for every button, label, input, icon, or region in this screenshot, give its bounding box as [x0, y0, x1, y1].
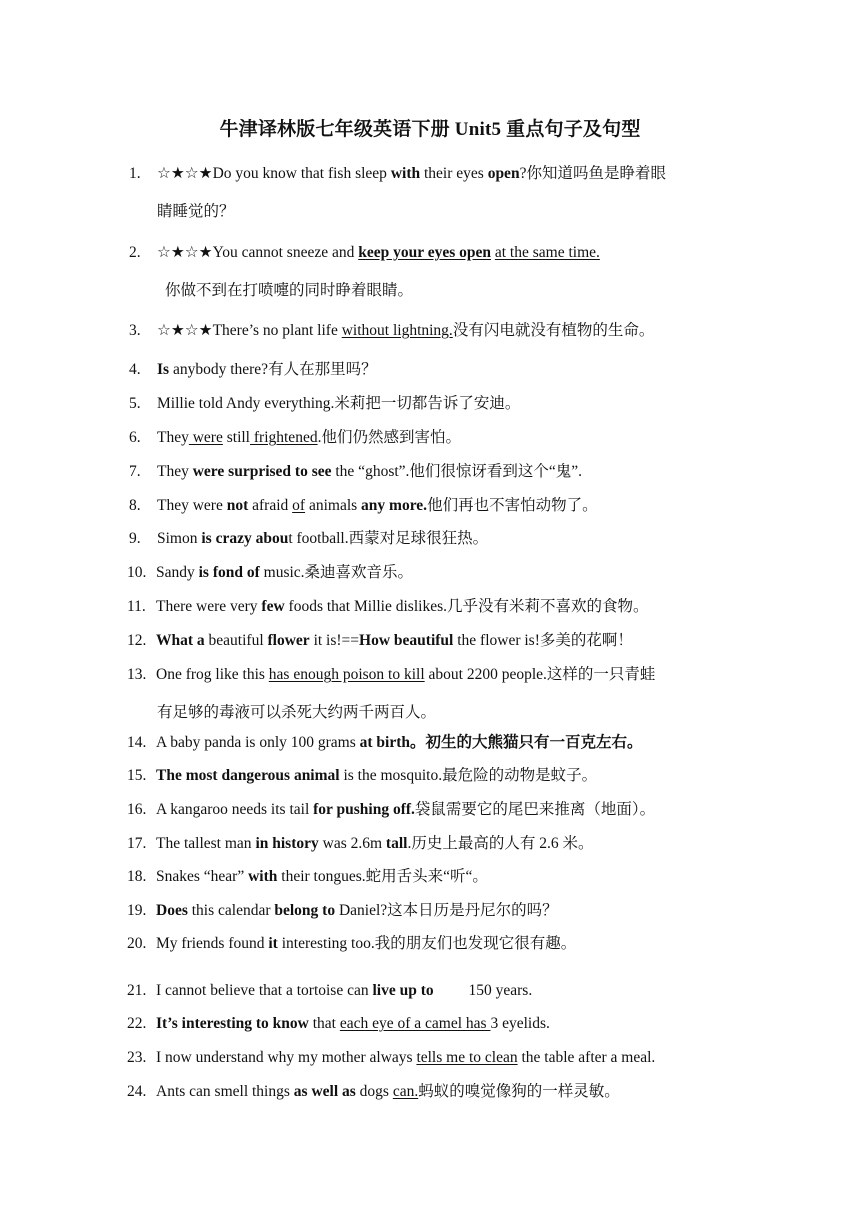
text-segment: What a — [156, 632, 205, 649]
text-segment: 蚂蚁的嗅觉像狗的一样灵敏。 — [418, 1083, 620, 1100]
text-segment: 袋鼠需要它的尾巴来推离（地面）。 — [414, 801, 656, 818]
sentence-continuation: 有足够的毒液可以杀死大约两千两百人。 — [157, 704, 437, 721]
text-segment: Simon — [157, 530, 202, 547]
sentence-text — [156, 665, 756, 685]
text-segment: the table after a meal. — [517, 1049, 656, 1066]
text-segment: can. — [392, 1083, 419, 1100]
item-number: 23. — [127, 1049, 147, 1066]
sentence-text — [156, 867, 756, 887]
text-segment: with — [390, 165, 421, 182]
text-segment: were surprised to see — [192, 463, 332, 480]
sentence-text — [156, 1014, 756, 1034]
text-segment: live up to — [372, 982, 434, 999]
text-segment: animals — [305, 497, 362, 514]
text-segment: How beautiful — [359, 632, 454, 649]
text-segment: They were — [157, 497, 227, 514]
sentence-text — [157, 360, 757, 380]
item-number: 22. — [127, 1015, 147, 1032]
text-segment: Ants can smell things — [156, 1083, 294, 1100]
text-segment: Daniel?这本日历是丹尼尔的吗？ — [335, 902, 558, 919]
text-segment: Millie told Andy everything.米莉把一切都告诉了安迪。 — [157, 395, 521, 412]
sentence-text — [157, 462, 757, 482]
sentence-text — [156, 1048, 756, 1068]
text-segment: their eyes — [420, 165, 488, 182]
sentence-text — [156, 766, 756, 786]
text-segment: Is — [157, 361, 170, 378]
text-segment: Does — [156, 902, 188, 919]
text-segment: ☆★☆★There’s no plant life — [157, 322, 342, 339]
text-segment: They — [157, 429, 189, 446]
text-segment: .他们仍然感到害怕。 — [317, 429, 461, 446]
item-number: 24. — [127, 1083, 147, 1100]
item-number: 11. — [127, 598, 146, 615]
sentence-text — [156, 934, 756, 954]
text-segment: foods that Millie dislikes.几乎没有米莉不喜欢的食物。 — [284, 598, 649, 615]
text-segment: tall — [385, 835, 408, 852]
text-segment: music.桑迪喜欢音乐。 — [259, 564, 414, 581]
text-segment: I cannot believe that a tortoise can — [156, 982, 373, 999]
text-segment: It’s interesting to know — [156, 1015, 309, 1032]
text-segment: the “ghost”.他们很惊讶看到这个“鬼”. — [331, 463, 583, 480]
item-number: 15. — [127, 767, 147, 784]
text-segment: were — [188, 429, 223, 446]
item-number: 5. — [129, 395, 141, 412]
sentence-text — [156, 901, 756, 921]
text-segment: this calendar — [187, 902, 275, 919]
text-segment: anybody there?有人在那里吗？ — [169, 361, 377, 378]
text-segment: the flower is!多美的花啊！ — [453, 632, 633, 649]
text-segment: t football.西蒙对足球很狂热。 — [288, 530, 489, 547]
text-segment: is crazy abou — [201, 530, 289, 547]
text-segment: belong to — [274, 902, 336, 919]
text-segment: was 2.6m — [318, 835, 386, 852]
text-segment: afraid — [248, 497, 293, 514]
item-number: 16. — [127, 801, 147, 818]
text-segment: 。初生的大熊猫只有一百克左右。 — [410, 734, 643, 751]
item-number: 1. — [129, 165, 141, 182]
text-segment: ?你知道吗鱼是睁着眼 — [519, 165, 666, 182]
text-segment: still — [222, 429, 250, 446]
text-segment: There were very — [156, 598, 262, 615]
page-title: 牛津译林版七年级英语下册 Unit5 重点句子及句型 — [219, 119, 641, 140]
item-number: 8. — [129, 497, 141, 514]
text-segment: 150 years. — [433, 982, 533, 999]
text-segment: Snakes “hear” — [156, 868, 249, 885]
sentence-text — [156, 733, 756, 753]
sentence-text — [156, 834, 756, 854]
text-segment: keep your eyes open — [358, 244, 491, 261]
text-segment: A kangaroo needs its tail — [156, 801, 314, 818]
text-segment: 3 eyelids. — [490, 1015, 550, 1032]
text-segment: at the same time. — [494, 244, 600, 261]
text-segment: A baby panda is only 100 grams — [156, 734, 360, 751]
text-segment: without lightning. — [341, 322, 453, 339]
text-segment: tells me to clean — [416, 1049, 518, 1066]
text-segment: each eye of a camel has — [339, 1015, 491, 1032]
item-number: 2. — [129, 244, 141, 261]
text-segment: One frog like this — [156, 666, 269, 683]
text-segment: dogs — [355, 1083, 393, 1100]
text-segment: in history — [255, 835, 319, 852]
text-segment: I now understand why my mother always — [156, 1049, 417, 1066]
text-segment: for pushing off. — [313, 801, 415, 818]
item-number: 17. — [127, 835, 147, 852]
text-segment: frightened — [250, 429, 318, 446]
text-segment: They — [157, 463, 193, 480]
text-segment: not — [226, 497, 249, 514]
sentence-text — [157, 529, 757, 549]
text-segment: ☆★☆★You cannot sneeze and — [157, 244, 359, 261]
sentence-text — [157, 164, 757, 184]
item-number: 7. — [129, 463, 141, 480]
text-segment: has enough poison to kill — [268, 666, 425, 683]
text-segment: their tongues.蛇用舌头来“听“。 — [277, 868, 488, 885]
item-number: 9. — [129, 530, 141, 547]
sentence-text — [156, 631, 756, 651]
text-segment: open — [487, 165, 520, 182]
sentence-text — [156, 563, 756, 583]
sentence-continuation: 你做不到在打喷嚏的同时睁着眼睛。 — [165, 282, 414, 299]
text-segment: interesting too.我的朋友们也发现它很有趣。 — [277, 935, 577, 952]
text-segment: The tallest man — [156, 835, 256, 852]
text-segment: is the mosquito.最危险的动物是蚊子。 — [339, 767, 598, 784]
sentence-text — [156, 981, 756, 1001]
text-segment: of — [292, 497, 306, 514]
text-segment: The most dangerous animal — [156, 767, 340, 784]
text-segment: few — [261, 598, 285, 615]
text-segment: that — [308, 1015, 340, 1032]
sentence-text — [157, 428, 757, 448]
item-number: 4. — [129, 361, 141, 378]
sentence-text — [156, 1082, 756, 1102]
text-segment: beautiful — [204, 632, 268, 649]
text-segment: ☆★☆★Do you know that fish sleep — [157, 165, 391, 182]
text-segment: at birth — [359, 734, 411, 751]
text-segment: Sandy — [156, 564, 199, 581]
item-number: 13. — [127, 666, 147, 683]
sentence-text — [157, 394, 757, 414]
item-number: 18. — [127, 868, 147, 885]
text-segment: any more. — [361, 497, 428, 514]
text-segment: is fond of — [198, 564, 260, 581]
text-segment: .历史上最高的人有 2.6 米。 — [407, 835, 594, 852]
sentence-text — [157, 496, 757, 516]
item-number: 3. — [129, 322, 141, 339]
item-number: 21. — [127, 982, 147, 999]
item-number: 14. — [127, 734, 147, 751]
text-segment: 他们再也不害怕动物了。 — [427, 497, 598, 514]
sentence-text — [157, 321, 757, 341]
text-segment: as well as — [293, 1083, 356, 1100]
text-segment: 没有闪电就没有植物的生命。 — [452, 322, 655, 339]
item-number: 12. — [127, 632, 147, 649]
text-segment: it — [268, 935, 278, 952]
text-segment: about 2200 people.这样的一只青蛙 — [424, 666, 656, 683]
sentence-text — [156, 597, 756, 617]
sentence-continuation: 睛睡觉的？ — [157, 203, 235, 220]
text-segment: it is!== — [309, 632, 360, 649]
text-segment: My friends found — [156, 935, 269, 952]
text-segment: with — [248, 868, 278, 885]
text-segment: flower — [267, 632, 310, 649]
item-number: 19. — [127, 902, 147, 919]
item-number: 20. — [127, 935, 147, 952]
sentence-text — [156, 800, 756, 820]
item-number: 10. — [127, 564, 147, 581]
item-number: 6. — [129, 429, 141, 446]
sentence-text — [157, 243, 757, 263]
